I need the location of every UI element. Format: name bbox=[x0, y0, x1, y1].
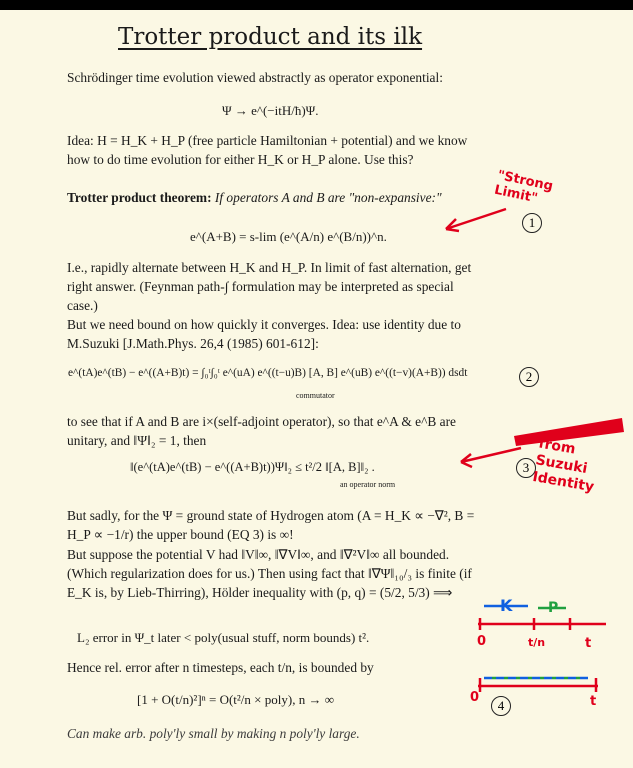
annotation-p: P bbox=[548, 600, 559, 616]
equation-1: e^(A+B) = s-lim (e^(A/n) e^(B/n))^n. bbox=[190, 229, 387, 244]
annotation-zero-1: 0 bbox=[477, 634, 487, 649]
trotter-theorem-heading: Trotter product theorem: bbox=[67, 190, 212, 205]
commutator-label: commutator bbox=[296, 391, 335, 400]
lecture-slide bbox=[0, 10, 633, 768]
slide-title: Trotter product and its ilk bbox=[118, 24, 423, 50]
paragraph-regularization: But suppose the potential V had ‖V‖∞, ‖∇V‖∞, and ‖∇²V‖∞ all bounded. (Which regularization does for us.) Then using fact that ‖∇Ψ‖₁₀/₃ is finite (if E_K is, by Lieb-Thirring), Hölder inequality with (p, q) = (5/2, 5/3) ⟹ bbox=[67, 547, 472, 600]
arrow-suzuki-icon bbox=[455, 442, 525, 472]
annotation-t-2: t bbox=[590, 694, 597, 709]
paragraph-timesteps: Hence rel. error after n timesteps, each t/n, is bounded by bbox=[67, 660, 374, 675]
equation-number-4: 4 bbox=[491, 696, 511, 716]
trotter-theorem-text: If operators A and B are "non-expansive:" bbox=[214, 190, 442, 205]
equation-psi: Ψ → e^(−itH/ħ)Ψ. bbox=[222, 103, 319, 118]
paragraph-unitary: to see that if A and B are i×(self-adjoint operator), so that e^A & e^B are unitary, and ‖Ψ‖₂ = 1, then bbox=[67, 414, 456, 448]
timesteps-sketch-icon bbox=[470, 664, 610, 704]
equation-2: e^(tA)e^(tB) − e^((A+B)t) = ∫₀ᵗ∫₀ᵗ e^(uA) e^((t−u)B) [A, B] e^(uB) e^((t−v)(A+B)) dsdt bbox=[68, 367, 468, 379]
paragraph-trotter bbox=[67, 188, 477, 207]
annotation-tn: t/n bbox=[528, 636, 546, 649]
annotation-k: K bbox=[500, 596, 513, 615]
paragraph-idea: Idea: H = H_K + H_P (free particle Hamiltonian + potential) and we know how to do time evolution for either H_K or H_P alone. Use this? bbox=[67, 133, 468, 167]
equation-5: [1 + O(t/n)²]ⁿ = O(t²/n × poly), n → ∞ bbox=[137, 692, 334, 707]
annotation-from-suzuki: from Suzuki Identity bbox=[531, 435, 596, 496]
paragraph-alternate: I.e., rapidly alternate between H_K and H_P. In limit of fast alternation, get right answer. (Feynman path-∫ formulation may be interpreted as special case.) bbox=[67, 260, 472, 313]
paragraph-conclusion: Can make arb. poly'ly small by making n poly'ly large. bbox=[67, 726, 360, 741]
equation-number-3: 3 bbox=[516, 458, 536, 478]
paragraph-bound: But we need bound on how quickly it converges. Idea: use identity due to M.Suzuki [J.Math.Phys. 26,4 (1985) 601-612]: bbox=[67, 317, 461, 351]
annotation-strong-limit: "Strong Limit" bbox=[492, 167, 555, 207]
annotation-zero-2: 0 bbox=[470, 690, 480, 705]
annotation-t-1: t bbox=[585, 636, 592, 651]
equation-4: L₂ error in Ψ_t later < poly(usual stuff, norm bounds) t². bbox=[77, 630, 370, 645]
arrow-strong-limit-icon bbox=[440, 205, 510, 235]
equation-3: ‖(e^(tA)e^(tB) − e^((A+B)t))Ψ‖₂ ≤ t²/2 ‖[A, B]‖₂ . bbox=[130, 460, 375, 474]
paragraph-hydrogen: But sadly, for the Ψ = ground state of Hydrogen atom (A = H_K ∝ −∇², B = H_P ∝ −1/r) the upper bound (EQ 3) is ∞! bbox=[67, 508, 475, 542]
equation-number-2: 2 bbox=[519, 367, 539, 387]
paragraph-schrodinger: Schrödinger time evolution viewed abstractly as operator exponential: bbox=[67, 70, 443, 85]
equation-number-1: 1 bbox=[522, 213, 542, 233]
operator-norm-label: an operator norm bbox=[340, 480, 396, 489]
